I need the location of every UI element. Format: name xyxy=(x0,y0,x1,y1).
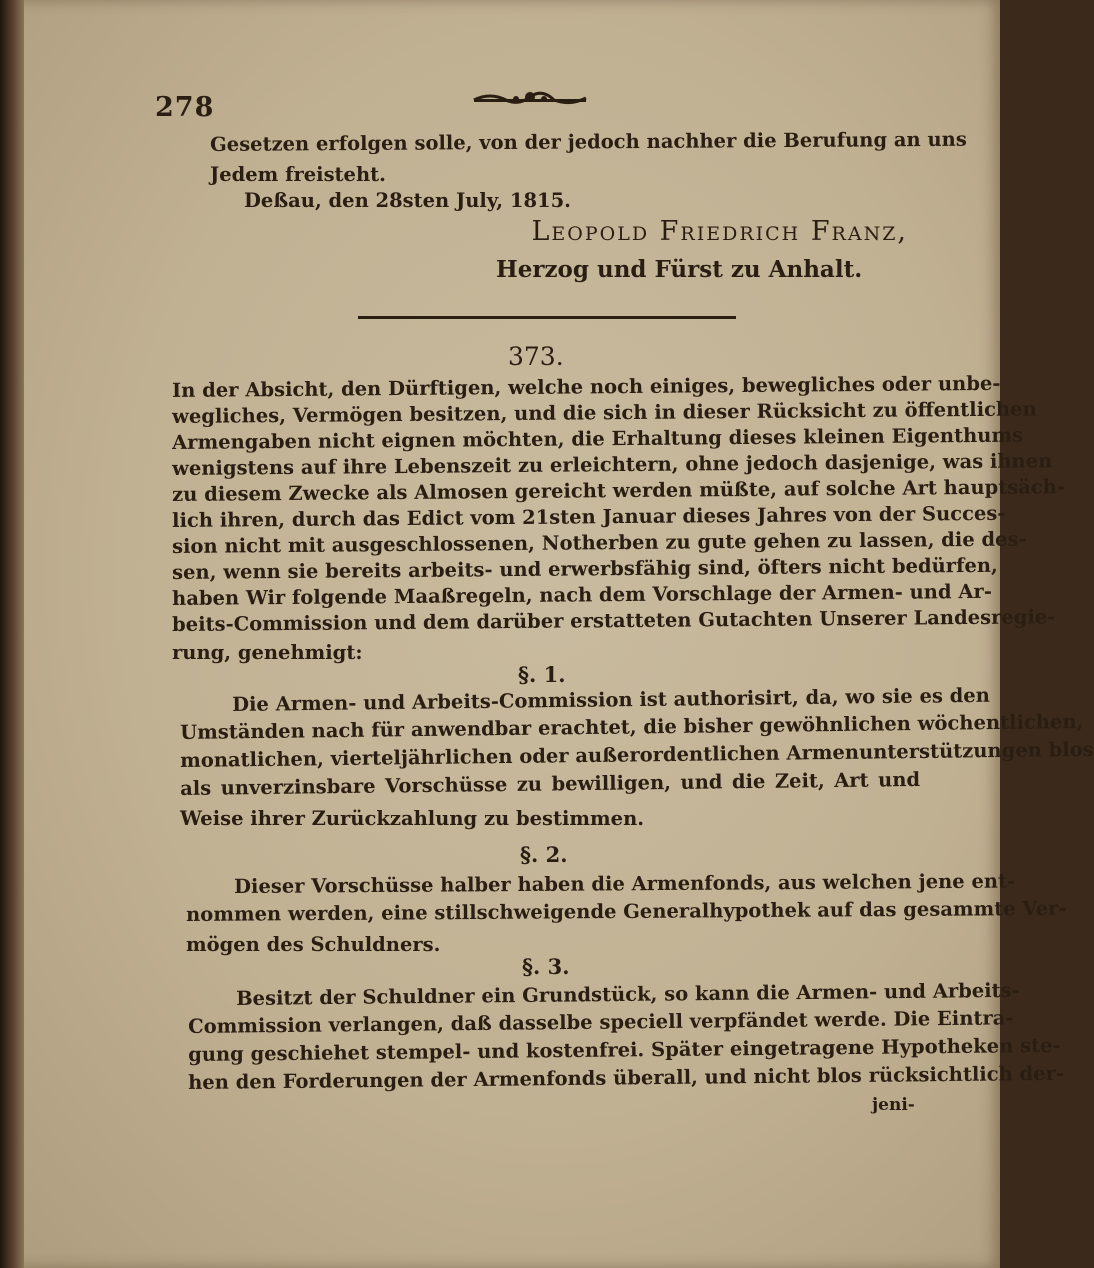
text-line: Jedem freisteht. xyxy=(210,163,386,186)
text-line: beits-Commission und dem darüber erstatteten Gutachten Unserer Landesregie- xyxy=(172,605,1056,636)
text-line: haben Wir folgende Maaßregeln, nach dem Vorschlage der Armen- und Ar- xyxy=(172,579,992,610)
section-heading: §. 1. xyxy=(518,662,566,687)
text-line: Besitzt der Schuldner ein Grundstück, so kann die Armen- und Arbeits- xyxy=(236,978,1020,1010)
text-line: nommen werden, eine stillschweigende Generalhypothek auf das gesammte Ver- xyxy=(186,896,1067,926)
text-line: Umständen nach für anwendbar erachtet, die bisher gewöhnlichen wöchentlichen, xyxy=(180,709,1084,744)
text-line: als unverzinsbare Vorschüsse zu bewilligen, und die Zeit, Art und xyxy=(180,767,921,800)
section-heading: §. 2. xyxy=(520,842,568,867)
text-line: sen, wenn sie bereits arbeits- und erwerbsfähig sind, öfters nicht bedürfen, xyxy=(172,553,998,584)
text-line: monatlichen, vierteljährlichen oder außerordentlichen Armenunterstützungen blos xyxy=(180,737,1094,772)
text-line: lich ihren, durch das Edict vom 21sten Januar dieses Jahres von der Succes- xyxy=(172,501,1006,532)
signature-name: Leopold Friedrich Franz, xyxy=(531,216,908,247)
text-line: Armengaben nicht eignen möchten, die Erhaltung dieses kleinen Eigenthums xyxy=(172,423,1024,454)
text-line: wenigstens auf ihre Lebenszeit zu erleichtern, ohne jedoch dasjenige, was ihnen xyxy=(172,449,1053,480)
ornament-icon xyxy=(470,88,590,106)
text-line: gung geschiehet stempel- und kostenfrei. Später eingetragene Hypotheken ste- xyxy=(188,1033,1061,1066)
place-date-line: Deßau, den 28sten July, 1815. xyxy=(244,189,571,212)
text-line: wegliches, Vermögen besitzen, und die sich in dieser Rücksicht zu öffentlichen xyxy=(172,397,1037,428)
text-line: Gesetzen erfolgen solle, von der jedoch nachher die Berufung an uns xyxy=(210,127,967,156)
text-line: rung, genehmigt: xyxy=(172,641,363,664)
text-line: mögen des Schuldners. xyxy=(186,933,441,956)
book-binding-edge xyxy=(0,0,24,1268)
text-line: Die Armen- und Arbeits-Commission ist authorisirt, da, wo sie es den xyxy=(232,683,991,716)
text-line: sion nicht mit ausgeschlossenen, Notherben zu gute gehen zu lassen, die des- xyxy=(172,527,1027,558)
catchword: jeni- xyxy=(872,1095,915,1115)
divider-rule xyxy=(358,316,736,319)
text-line: Commission verlangen, daß dasselbe speciell verpfändet werde. Die Eintra- xyxy=(188,1006,1014,1038)
text-line: Weise ihrer Zurückzahlung zu bestimmen. xyxy=(180,807,645,830)
signature-title: Herzog und Fürst zu Anhalt. xyxy=(496,256,863,283)
text-line: zu diesem Zwecke als Almosen gereicht werden müßte, auf solche Art hauptsäch- xyxy=(172,475,1066,506)
text-line: hen den Forderungen der Armenfonds überall, und nicht blos rücksichtlich der- xyxy=(188,1061,1065,1094)
text-line: In der Absicht, den Dürftigen, welche noch einiges, bewegliches oder unbe- xyxy=(172,371,1001,402)
document-number: 373. xyxy=(508,342,564,371)
section-heading: §. 3. xyxy=(522,954,570,979)
text-line: Dieser Vorschüsse halber haben die Armenfonds, aus welchen jene ent- xyxy=(234,869,1016,898)
page-number: 278 xyxy=(155,92,215,123)
